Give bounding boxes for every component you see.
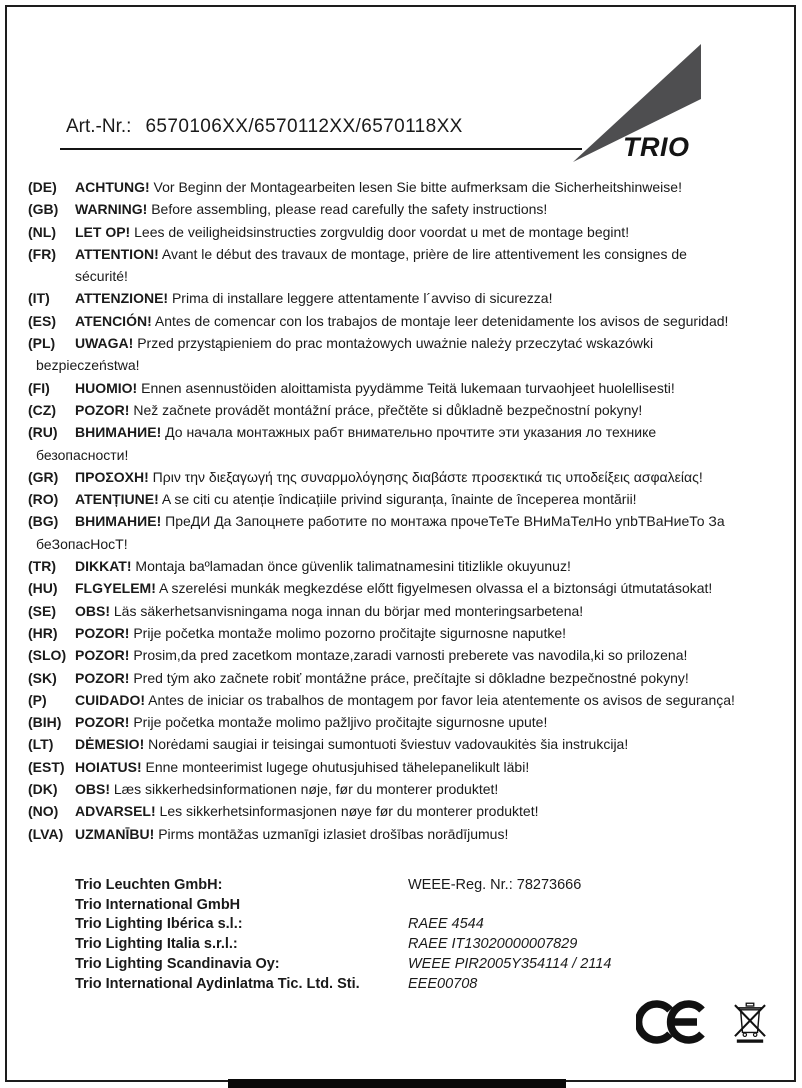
- warning-keyword: HUOMIO!: [75, 379, 138, 396]
- warning-item: [28, 221, 788, 243]
- warning-item: [28, 555, 788, 577]
- warning-body: Läs säkerhetsanvisningama noga innan du börjar med monteringsarbetena!: [113, 602, 584, 619]
- warning-item: [28, 466, 788, 488]
- company-name: Trio International Aydinlatma Tic. Ltd. Sti.: [75, 975, 360, 992]
- warning-keyword: ACHTUNG!: [75, 179, 150, 195]
- warning-item: [28, 399, 788, 421]
- warning-item: [28, 421, 788, 466]
- warning-body: Avant le début des travaux de montage, prière de lire attentivement les consignes de: [161, 245, 687, 262]
- warning-keyword: UZMANĪBU!: [75, 825, 155, 842]
- company-registration: EEE00708: [408, 975, 478, 992]
- warning-body: Prije početka montaže molimo pozorno pročitajte sigurnosne naputke!: [133, 624, 567, 641]
- warning-body: Πριν την διεξαγωγή της συναρμολόγησης διαβάστε προσεκτικά τις υποδείξεις ασφαλείας!: [152, 468, 703, 485]
- warning-body: Przed przystąpieniem do prac montażowych uważnie należy przeczytać wskazówki: [137, 335, 654, 352]
- warning-text: [75, 198, 788, 220]
- warning-keyword: POZOR!: [75, 714, 130, 731]
- warning-keyword: POZOR!: [75, 647, 130, 664]
- warning-body: Norėdami saugiai ir teisingai sumontuoti šviestuv vadovaukitės šia instrukcija!: [148, 736, 629, 753]
- article-number-label: Art.-Nr.:: [66, 116, 132, 137]
- company-name: Trio International GmbH: [75, 896, 241, 913]
- warning-keyword: POZOR!: [75, 624, 130, 641]
- warning-keyword: DĖMESIO!: [75, 736, 145, 753]
- warning-body: Before assembling, please read carefully the safety instructions!: [151, 201, 548, 218]
- language-code: (DE): [28, 179, 57, 195]
- language-code: (FI): [28, 379, 50, 396]
- language-code: (HR): [28, 624, 58, 641]
- language-code: (BG): [28, 513, 59, 530]
- article-number-header: [60, 116, 582, 150]
- language-code: (GB): [28, 201, 59, 218]
- language-code: (LVA): [28, 825, 64, 842]
- warning-text: [75, 176, 788, 198]
- warning-keyword: ΠΡΟΣΟΧΗ!: [75, 468, 149, 485]
- warning-body: Ennen asennustöiden aloittamista pyydämme Teitä lukemaan turvaohjeet huolellisesti!: [141, 379, 675, 396]
- warning-text: [75, 221, 788, 243]
- language-code: (RO): [28, 491, 59, 508]
- warning-item: [28, 176, 788, 198]
- ce-mark-icon: [636, 1000, 706, 1049]
- warning-body: A szerelési munkák megkezdése előtt figyelmesen olvassa el a biztonsági útmutatásokat!: [159, 580, 713, 597]
- warning-text: [75, 287, 788, 309]
- warning-body: Pirms montāžas uzmanīgi izlasiet drošības norādījumus!: [158, 825, 509, 842]
- warning-body: Montaja baºlamadan önce güvenlik talimatnamesini titizlikle okuyunuz!: [135, 558, 571, 575]
- warning-item: [28, 644, 788, 666]
- warning-body: Antes de iniciar os trabalhos de montagem por favor leia atentemente os avisos de segurança!: [148, 691, 735, 708]
- warning-body: Prima di installare leggere attentamente l´avviso di sicurezza!: [171, 290, 553, 307]
- warning-keyword: OBS!: [75, 602, 110, 619]
- warning-text: [75, 377, 788, 399]
- warning-body: A se citi cu atenție îndicațiile privind siguranța, înainte de începerea montării!: [161, 491, 637, 508]
- warning-body: До начала монтажных рабт внимательно прочтите эти указания ло технике: [165, 424, 657, 441]
- company-row: [75, 975, 782, 995]
- language-code: (NL): [28, 223, 56, 240]
- company-row: [75, 876, 782, 896]
- language-code: (RU): [28, 424, 58, 441]
- warning-item: [28, 800, 788, 822]
- warning-text: [75, 644, 788, 666]
- warning-body: Antes de comencar con los trabajos de montaje leer detenidamente los avisos de seguridad!: [154, 312, 729, 329]
- language-code: (ES): [28, 312, 56, 329]
- warning-keyword: ADVARSEL!: [75, 803, 156, 820]
- warning-keyword: HOIATUS!: [75, 758, 142, 775]
- warning-item: [28, 823, 788, 845]
- warning-keyword: POZOR!: [75, 669, 130, 686]
- warning-item: [28, 600, 788, 622]
- warning-text: [75, 756, 788, 778]
- warning-body: ПреДИ Да Запоцнете работите по монтажа прочеТеТе ВНиМаТелНо упbТВаНиеТо За: [165, 513, 725, 530]
- language-code: (BIH): [28, 714, 62, 731]
- warning-text: [75, 243, 788, 288]
- company-registration: RAEE IT13020000007829: [408, 936, 578, 953]
- warning-item: [28, 243, 788, 288]
- warning-item: [28, 332, 788, 377]
- warning-keyword: ATENȚIUNE!: [75, 491, 159, 508]
- trio-logo-text: TRIO: [623, 132, 690, 162]
- language-code: (HU): [28, 580, 58, 597]
- warning-body: Læs sikkerhedsinformationen nøje, før du monterer produktet!: [113, 781, 499, 798]
- company-name: Trio Lighting Scandinavia Oy:: [75, 955, 280, 972]
- warning-text: [75, 577, 788, 599]
- warning-text: [75, 689, 788, 711]
- warning-body-line2: sécurité!: [75, 268, 128, 285]
- warning-body: Les sikkerhetsinformasjonen nøye før du monterer produktet!: [159, 803, 539, 820]
- warning-body-line2: bezpieczeństwa!: [36, 357, 140, 374]
- warning-body: Lees de veiligheidsinstructies zorgvuldig door voordat u met de montage begint!: [134, 223, 630, 240]
- warning-text: [75, 310, 788, 332]
- company-row: [75, 896, 782, 916]
- company-registration: RAEE 4544: [408, 916, 484, 933]
- warning-text: [75, 823, 788, 845]
- warning-item: [28, 733, 788, 755]
- warning-keyword: ВНИМАНИЕ!: [75, 513, 162, 530]
- company-registration: WEEE PIR2005Y354114 / 2114: [408, 955, 612, 972]
- language-code: (IT): [28, 290, 50, 307]
- warning-keyword: UWAGA!: [75, 335, 134, 352]
- warning-item: [28, 756, 788, 778]
- company-row: [75, 915, 782, 935]
- warning-item: [28, 711, 788, 733]
- warning-item: [28, 198, 788, 220]
- warning-item: [28, 488, 788, 510]
- warning-item: [28, 377, 788, 399]
- warning-text: [75, 488, 788, 510]
- warning-item: [28, 778, 788, 800]
- warning-keyword: ATTENZIONE!: [75, 290, 169, 307]
- company-row: [75, 935, 782, 955]
- warning-text: [75, 778, 788, 800]
- warning-text: [75, 555, 788, 577]
- language-code: (EST): [28, 758, 65, 775]
- warning-body-line2: безопасности!: [36, 446, 129, 463]
- warning-text: [75, 733, 788, 755]
- warning-text: [75, 466, 788, 488]
- company-name: Trio Leuchten GmbH:: [75, 877, 223, 893]
- warning-body-line2: беЗопасНосТ!: [36, 535, 128, 552]
- warning-keyword: CUIDADO!: [75, 691, 145, 708]
- language-code: (SK): [28, 669, 57, 686]
- warning-item: [28, 622, 788, 644]
- language-code: (DK): [28, 781, 58, 798]
- company-list: [75, 876, 782, 994]
- language-code: (CZ): [28, 401, 56, 418]
- warning-keyword: LET OP!: [75, 223, 131, 240]
- warnings-list: [28, 176, 788, 845]
- warning-keyword: DIKKAT!: [75, 558, 132, 575]
- language-code: (FR): [28, 245, 56, 262]
- company-name: Trio Lighting Italia s.r.l.:: [75, 936, 238, 953]
- warning-text: [75, 600, 788, 622]
- warning-text: [75, 399, 788, 421]
- company-name: Trio Lighting Ibérica s.l.:: [75, 916, 243, 933]
- trio-logo: [573, 44, 705, 162]
- language-code: (P): [28, 691, 47, 708]
- language-code: (SLO): [28, 647, 67, 664]
- warning-body: Enne monteerimist lugege ohutusjuhised tähelepanelikult läbi!: [145, 758, 530, 775]
- warning-keyword: OBS!: [75, 781, 110, 798]
- company-registration: WEEE-Reg. Nr.: 78273666: [408, 877, 582, 893]
- warning-keyword: ATTENTION!: [75, 245, 159, 262]
- language-code: (LT): [28, 736, 54, 753]
- language-code: (NO): [28, 803, 59, 820]
- warning-body: Pred tým ako začnete robiť montážne práce, prečítajte si dôkladne bezpečnostné pokyny!: [133, 669, 689, 686]
- article-numbers: 6570106XX/6570112XX/6570118XX: [145, 116, 463, 137]
- language-code: (GR): [28, 468, 59, 485]
- warning-keyword: WARNING!: [75, 201, 148, 218]
- warning-keyword: FLGYELEM!: [75, 580, 156, 597]
- warning-keyword: POZOR!: [75, 401, 130, 418]
- warning-body: Prosim,da pred zacetkom montaze,zaradi varnosti preberete vas navodila,ki so prilozena!: [133, 647, 688, 664]
- language-code: (PL): [28, 335, 56, 352]
- warning-text: [75, 711, 788, 733]
- warning-body: Než začnete provádět montážní práce, přečtěte si důkladně bezpečnostní pokyny!: [133, 401, 643, 418]
- warning-item: [28, 689, 788, 711]
- warning-keyword: ATENCIÓN!: [75, 312, 152, 329]
- warning-item: [28, 510, 788, 555]
- warning-keyword: ВНИМАНИЕ!: [75, 424, 162, 441]
- language-code: (TR): [28, 558, 56, 575]
- warning-item: [28, 310, 788, 332]
- warning-item: [28, 577, 788, 599]
- warning-body: Vor Beginn der Montagearbeiten lesen Sie bitte aufmerksam die Sicherheitshinweise!: [153, 179, 682, 195]
- warning-item: [28, 667, 788, 689]
- warning-text: [75, 622, 788, 644]
- warning-body: Prije početka montaže molimo pažljivo pročitajte sigurnosne upute!: [133, 714, 548, 731]
- warning-text: [75, 667, 788, 689]
- warning-text: [75, 800, 788, 822]
- company-row: [75, 955, 782, 975]
- bottom-crop-bar: [228, 1079, 566, 1088]
- warning-item: [28, 287, 788, 309]
- language-code: (SE): [28, 602, 56, 619]
- weee-bin-icon: [734, 1001, 766, 1050]
